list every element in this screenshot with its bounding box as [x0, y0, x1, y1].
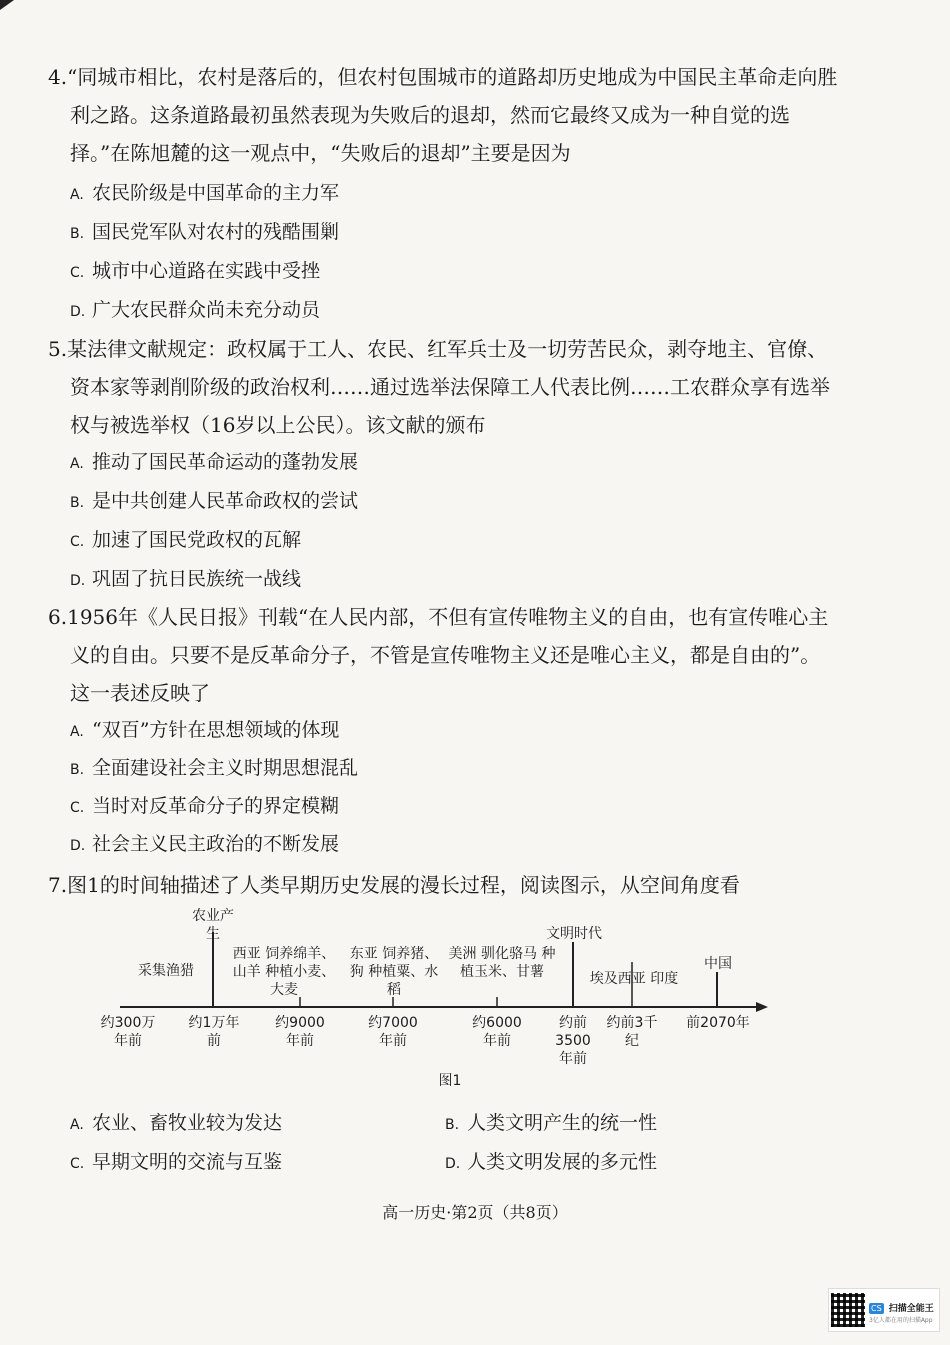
- scanner-app-name: 扫描全能王: [888, 1304, 934, 1314]
- option-letter: C.: [70, 1156, 85, 1172]
- event-americas: 美洲 驯化骆马 种植玉米、甘薯: [448, 946, 556, 980]
- scanner-watermark: [828, 1288, 940, 1332]
- option-text: 人类文明产生的统一性: [467, 1112, 658, 1134]
- option-letter: A.: [70, 187, 84, 203]
- option-text: 当时对反革命分子的界定模糊: [92, 795, 340, 817]
- option-letter: D.: [70, 304, 86, 320]
- tick-label-9000: 约9000年前: [275, 1015, 325, 1049]
- question-text: “同城市相比，农村是落后的，但农村包围城市的道路却历史地成为中国民主革命走向胜利之路。这条道路最初虽然表现为失败后的退却，然而它最终又成为一种自觉的选择。”在陈旭麓的这一观点中，“失败后的退却”主要是因为: [67, 65, 838, 165]
- option-letter: B.: [70, 226, 85, 242]
- option-letter: A.: [70, 1117, 84, 1133]
- event-gathering: 采集渔猎: [138, 963, 194, 979]
- option-letter: B.: [70, 762, 85, 778]
- option-text: 人类文明发展的多元性: [467, 1151, 658, 1173]
- option-letter: C.: [70, 800, 85, 816]
- question-number: 7.: [48, 873, 68, 897]
- option-letter: A.: [70, 456, 84, 472]
- option-text: 推动了国民革命运动的蓬勃发展: [92, 451, 359, 473]
- page-footer: 高一历史·第2页（共8页）: [382, 1203, 568, 1222]
- q7-option-b[interactable]: [445, 1108, 657, 1140]
- option-letter: B.: [445, 1117, 460, 1133]
- scanner-logo-badge: CS: [871, 1304, 882, 1313]
- question-number: 4.: [48, 65, 68, 89]
- option-text: 是中共创建人民革命政权的尝试: [92, 490, 359, 512]
- option-text: 城市中心道路在实践中受挫: [92, 260, 321, 282]
- option-letter: D.: [70, 573, 86, 589]
- option-text: 农业、畜牧业较为发达: [92, 1112, 283, 1134]
- option-letter: A.: [70, 724, 84, 740]
- event-east-asia: 东亚 饲养猪、狗 种植粟、水稻: [349, 946, 439, 998]
- scanner-slogan: 3亿人都在用的扫描App: [869, 1317, 933, 1324]
- q7-option-c[interactable]: [70, 1147, 282, 1179]
- option-letter: D.: [445, 1156, 461, 1172]
- tick-label-3rd-millennium: 约前3千纪: [606, 1015, 658, 1049]
- event-egypt-west-asia-india: 埃及西亚 印度: [589, 971, 679, 987]
- option-letter: C.: [70, 534, 85, 550]
- option-text: “双百”方针在思想领域的体现: [92, 719, 340, 741]
- option-text: 国民党军队对农村的残酷围剿: [92, 221, 340, 243]
- option-text: 农民阶级是中国革命的主力军: [92, 182, 340, 204]
- option-letter: D.: [70, 838, 86, 854]
- tick-label-2070: 前2070年: [686, 1015, 750, 1031]
- qr-code-icon: [831, 1293, 865, 1327]
- tick-label-7000: 约7000年前: [368, 1015, 418, 1049]
- tick-label-3m: 约300万年前: [100, 1015, 156, 1049]
- tick-label-3500: 约前3500年前: [555, 1015, 591, 1067]
- option-letter: C.: [70, 265, 85, 281]
- option-text: 巩固了抗日民族统一战线: [92, 568, 302, 590]
- q7-option-a[interactable]: [70, 1108, 282, 1140]
- event-china: 中国: [704, 956, 732, 972]
- option-text: 社会主义民主政治的不断发展: [92, 833, 340, 855]
- option-text: 加速了国民党政权的瓦解: [92, 529, 302, 551]
- option-text: 早期文明的交流与互鉴: [92, 1151, 283, 1173]
- event-civilization-era: 文明时代: [546, 926, 602, 942]
- option-text: 广大农民群众尚未充分动员: [92, 299, 321, 321]
- figure-caption: 图1: [438, 1073, 462, 1089]
- option-letter: B.: [70, 495, 85, 511]
- tick-label-6000: 约6000年前: [472, 1015, 522, 1049]
- q7-option-d[interactable]: [445, 1147, 657, 1179]
- question-text: 1956年《人民日报》刊载“在人民内部，不但有宣传唯物主义的自由，也有宣传唯心主义的自由。只要不是反革命分子，不管是宣传唯物主义还是唯心主义，都是自由的”。这一表述反映了: [67, 605, 829, 705]
- option-text: 全面建设社会主义时期思想混乱: [92, 757, 359, 779]
- question-number: 6.: [48, 605, 68, 629]
- event-agriculture: 农业产生: [192, 908, 234, 942]
- tick-label-10k: 约1万年前: [188, 1015, 240, 1049]
- question-text: 图1的时间轴描述了人类早期历史发展的漫长过程，阅读图示，从空间角度看: [67, 873, 740, 897]
- question-text: 某法律文献规定：政权属于工人、农民、红军兵士及一切劳苦民众，剥夺地主、官僚、资本家等剥削阶级的政治权利……通过选举法保障工人代表比例……工农群众享有选举权与被选举权（16岁以上公民）。该文献的颁布: [67, 337, 830, 437]
- timeline-arrow: [756, 1002, 768, 1012]
- question-number: 5.: [48, 337, 68, 361]
- event-west-asia: 西亚 饲养绵羊、山羊 种植小麦、大麦: [232, 946, 336, 998]
